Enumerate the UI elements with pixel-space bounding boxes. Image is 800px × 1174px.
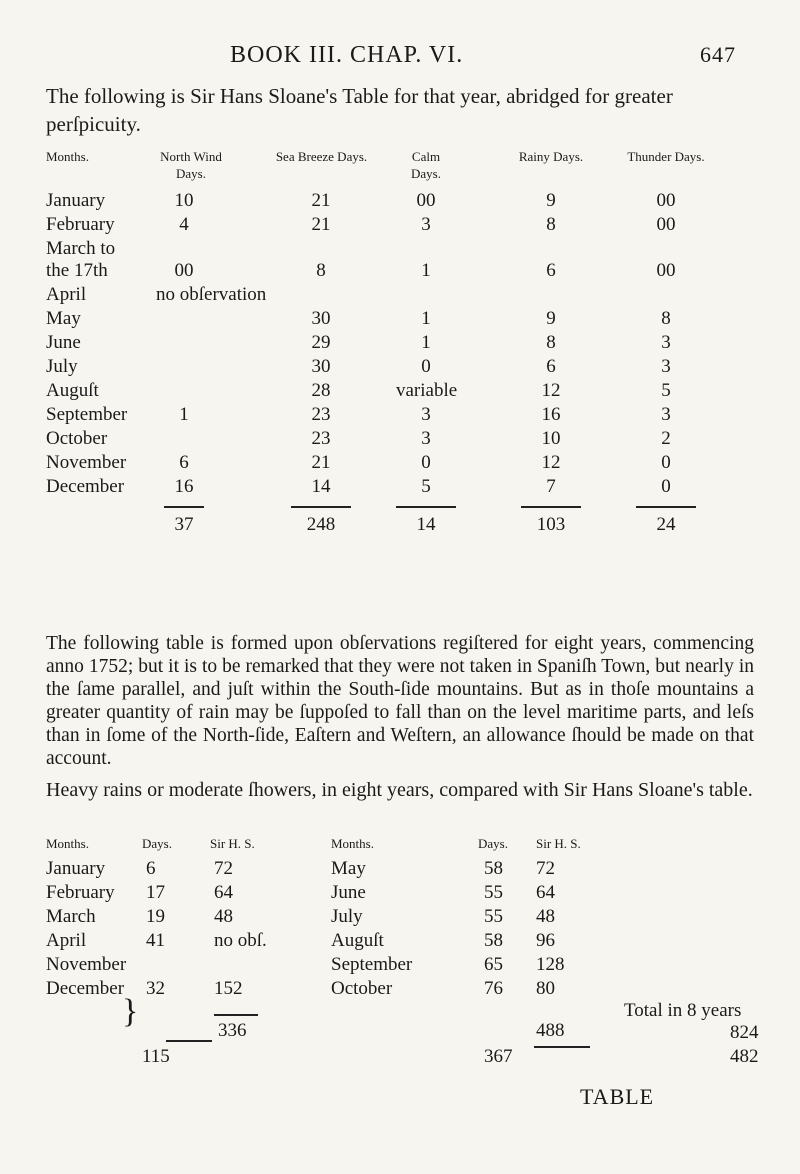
t2-right-subtotal: 488: [536, 1020, 565, 1041]
cell-thun: 00: [656, 190, 676, 211]
cell-rain: 16: [541, 404, 561, 425]
table-row: [46, 332, 766, 356]
cell-nw: 4: [179, 214, 189, 235]
t2-cell-sir: 152: [214, 978, 243, 999]
table-row: [46, 404, 766, 428]
cell-rain: 8: [546, 214, 556, 235]
cell-calm: 0: [421, 356, 431, 377]
t2-cell-month: March: [46, 906, 96, 927]
table-header: [46, 148, 766, 190]
cell-month: the 17th: [46, 260, 108, 281]
table-row: [46, 452, 766, 476]
cell-thun: 0: [661, 452, 671, 473]
cell-rain: 6: [546, 260, 556, 281]
cell-month: January: [46, 190, 106, 211]
cell-sb: 30: [311, 308, 331, 329]
cell-sb: 14: [311, 476, 331, 497]
cell-calm: 3: [421, 404, 431, 425]
t2-cell-month: February: [46, 882, 115, 903]
cell-calm: 0: [421, 452, 431, 473]
total-rain: 103: [536, 514, 566, 535]
cell-nw: 6: [179, 452, 189, 473]
cell-rain: 12: [541, 380, 561, 401]
header-calm: Calm Days.: [411, 149, 441, 181]
t2-cell-days: 55: [484, 882, 503, 903]
table-row: [46, 214, 766, 238]
t2-cell-month: July: [331, 906, 363, 927]
cell-calm: 3: [421, 214, 431, 235]
t2-right-days-header: Days.: [478, 836, 508, 851]
t2-cell-sir: 72: [536, 858, 555, 879]
table-row: [46, 380, 766, 404]
t2-cell-month: May: [331, 858, 366, 879]
t2-left-days-header: Days.: [142, 836, 172, 851]
body-paragraph: The following table is formed upon obſervations regiſtered for eight years, commencing anno 1752; but it is to be remarked that they were not taken in Spaniſh Town, but nearly in the ſame parallel, and juſt within the South-ſide mountains. But as in thoſe mountains a greater quantity of rain may be ſuppoſed to fall than on the level maritime parts, and leſs than in ſome of the North-ſide, Eaſtern and Weſtern, an allowance ſhould be made on that account.: [46, 633, 754, 769]
t2-cell-sir: no obſ.: [214, 930, 267, 951]
t2-cell-sir: 96: [536, 930, 555, 951]
header-months: Months.: [46, 149, 89, 164]
t2-right-months-header: Months.: [331, 836, 374, 851]
cell-calm: 00: [416, 190, 436, 211]
cell-thun: 3: [661, 332, 671, 353]
cell-calm: 3: [421, 428, 431, 449]
cell-thun: 00: [656, 214, 676, 235]
cell-sb: 23: [311, 428, 331, 449]
cell-calm: 1: [421, 308, 431, 329]
cell-sb: 21: [311, 214, 331, 235]
cell-month: Auguſt: [46, 380, 99, 401]
cell-nw: 1: [179, 404, 189, 425]
t2-cell-month: June: [331, 882, 366, 903]
t2-cell-month: December: [46, 978, 125, 999]
t2-right-total: 367: [484, 1046, 513, 1067]
table-row: [46, 190, 766, 214]
t2-right-sir-header: Sir H. S.: [536, 836, 581, 851]
t2-left-sir-header: Sir H. S.: [210, 836, 255, 851]
cell-sb: 21: [311, 452, 331, 473]
t2-cell-sir: 80: [536, 978, 555, 999]
t2-cell-days: 17: [146, 882, 165, 903]
cell-thun: 3: [661, 356, 671, 377]
page-number: 647: [700, 42, 736, 67]
cell-month: July: [46, 356, 78, 377]
cell-month: December: [46, 476, 125, 497]
cell-calm: 1: [421, 260, 431, 281]
cell-calm: 5: [421, 476, 431, 497]
cell-thun: 8: [661, 308, 671, 329]
cell-rain: 10: [541, 428, 561, 449]
t2-cell-month: Auguſt: [331, 930, 384, 951]
total-rules: [46, 500, 766, 514]
table-row: [46, 476, 766, 500]
cell-month: June: [46, 332, 81, 353]
cell-month: September: [46, 404, 128, 425]
t2-brace: }: [122, 993, 139, 1030]
t2-left-months-header: Months.: [46, 836, 89, 851]
intro-text: The following is Sir Hans Sloane's Table for that year, abridged for greater perſpicuity.: [46, 84, 673, 136]
t2-left-total: 115: [142, 1046, 170, 1067]
t2-cell-days: 58: [484, 930, 503, 951]
table-row: [46, 428, 766, 452]
cell-sb: 30: [311, 356, 331, 377]
header-sea-breeze: Sea Breeze Days.: [275, 149, 368, 164]
grand-total-other: 482: [730, 1046, 759, 1067]
grand-total-label: Total in 8 years: [624, 1000, 742, 1021]
t2-right-rule: [534, 1046, 590, 1048]
cell-calm: 1: [421, 332, 431, 353]
cell-sb: 28: [311, 380, 331, 401]
cell-thun: 00: [656, 260, 676, 281]
table-row: [46, 356, 766, 380]
table-row: [46, 238, 766, 260]
t2-cell-days: 19: [146, 906, 165, 927]
cell-month: February: [46, 214, 115, 235]
total-sb: 248: [306, 514, 336, 535]
cell-rain: 7: [546, 476, 556, 497]
t2-cell-days: 58: [484, 858, 503, 879]
t2-cell-sir: 48: [214, 906, 233, 927]
cell-rain: 9: [546, 190, 556, 211]
cell-thun: 5: [661, 380, 671, 401]
totals-row: [46, 514, 766, 538]
total-calm: 14: [416, 514, 436, 535]
t2-cell-sir: 64: [214, 882, 233, 903]
cell-thun: 2: [661, 428, 671, 449]
cell-rain: 8: [546, 332, 556, 353]
t2-cell-days: 6: [146, 858, 156, 879]
cell-month: April: [46, 284, 87, 305]
total-thunder: 24: [656, 514, 676, 535]
table-row: [46, 284, 766, 308]
cell-month: May: [46, 308, 81, 329]
table2-caption: Heavy rains or moderate ſhowers, in eight years, compared with Sir Hans Sloane's table.: [46, 779, 753, 801]
cell-sb: 21: [311, 190, 331, 211]
catchword: TABLE: [580, 1084, 655, 1109]
table-row: [46, 308, 766, 332]
total-nw: 37: [174, 514, 194, 535]
cell-month: October: [46, 428, 108, 449]
cell-month: November: [46, 452, 127, 473]
t2-cell-sir: 64: [536, 882, 555, 903]
cell-sb: 23: [311, 404, 331, 425]
t2-left-rule-2: [166, 1040, 212, 1042]
t2-cell-month: April: [46, 930, 87, 951]
cell-sb: 29: [311, 332, 331, 353]
cell-rain: 6: [546, 356, 556, 377]
table-row: [46, 260, 766, 284]
header-north-wind: North Wind Days.: [160, 149, 222, 181]
t2-cell-month: November: [46, 954, 127, 975]
sloane-table: [46, 148, 766, 538]
t2-left-subtotal: 336: [218, 1020, 247, 1041]
cell-month: March to: [46, 238, 116, 259]
cell-nw: 16: [174, 476, 194, 497]
table-body: [46, 190, 766, 500]
cell-thun: 3: [661, 404, 671, 425]
cell-calm: variable: [396, 380, 458, 401]
header-thunder: Thunder Days.: [627, 149, 705, 164]
cell-nw: 10: [174, 190, 194, 211]
t2-cell-month: September: [331, 954, 413, 975]
t2-cell-month: January: [46, 858, 106, 879]
t2-cell-days: 32: [146, 978, 165, 999]
t2-cell-days: 55: [484, 906, 503, 927]
running-title: BOOK III. CHAP. VI.: [230, 42, 464, 68]
t2-cell-month: October: [331, 978, 393, 999]
cell-note: no obſervation: [156, 284, 267, 305]
t2-cell-sir: 128: [536, 954, 565, 975]
cell-nw: 00: [174, 260, 194, 281]
cell-rain: 12: [541, 452, 561, 473]
cell-sb: 8: [316, 260, 326, 281]
cell-thun: 0: [661, 476, 671, 497]
cell-rain: 9: [546, 308, 556, 329]
t2-cell-days: 41: [146, 930, 165, 951]
header-rainy: Rainy Days.: [518, 149, 584, 164]
t2-cell-days: 76: [484, 978, 503, 999]
grand-total-sloane: 824: [730, 1022, 759, 1043]
t2-left-rule: [214, 1014, 258, 1016]
t2-cell-sir: 48: [536, 906, 555, 927]
t2-cell-sir: 72: [214, 858, 233, 879]
t2-cell-days: 65: [484, 954, 503, 975]
